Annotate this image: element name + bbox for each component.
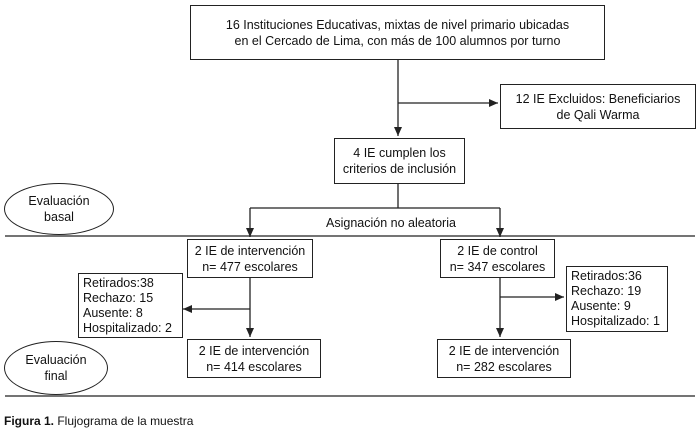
- box-excluded-line-1: 12 IE Excluidos: Beneficiarios: [515, 91, 681, 106]
- figure-caption-text: Flujograma de la muestra: [54, 414, 194, 428]
- losses-right-retirados: Retirados:36: [571, 269, 642, 283]
- control-end-line-2: n= 282 escolares: [456, 359, 552, 374]
- intervention-start-line-1: 2 IE de intervención: [194, 243, 306, 258]
- control-end-line-1: 2 IE de intervención: [448, 343, 560, 358]
- ellipse-evaluacion-basal: [4, 183, 114, 235]
- intervention-start-line-2: n= 477 escolares: [202, 259, 298, 274]
- box-excluded: [500, 84, 696, 129]
- figure-caption-prefix: Figura 1.: [4, 414, 55, 428]
- losses-right-rechazo: Rechazo: 19: [571, 284, 642, 298]
- box-control-end: [437, 339, 571, 378]
- box-control-start: [440, 239, 555, 278]
- box-criteria-line-2: criterios de inclusión: [342, 162, 457, 176]
- eval-final-line-1: Evaluación: [25, 353, 87, 367]
- figure-caption: [4, 414, 193, 428]
- eval-basal-line-2: basal: [44, 210, 74, 224]
- intervention-end-line-2: n= 414 escolares: [206, 359, 302, 374]
- box-losses-control: [566, 266, 668, 332]
- losses-left-rechazo: Rechazo: 15: [83, 291, 154, 305]
- intervention-end-line-1: 2 IE de intervención: [198, 343, 310, 358]
- losses-left-hospitalizado: Hospitalizado: 2: [83, 321, 172, 335]
- label-asignacion: Asignación no aleatoria: [326, 216, 456, 230]
- box-total-line-1: 16 Instituciones Educativas, mixtas de nivel primario ubicadas: [225, 17, 570, 32]
- box-intervention-end: [187, 339, 321, 378]
- control-start-line-1: 2 IE de control: [457, 243, 538, 258]
- box-total-institutions: [190, 5, 605, 60]
- box-intervention-start: [187, 239, 313, 278]
- eval-basal-line-1: Evaluación: [28, 194, 90, 208]
- losses-right-hospitalizado: Hospitalizado: 1: [571, 314, 660, 328]
- control-start-line-2: n= 347 escolares: [449, 259, 546, 274]
- losses-right-ausente: Ausente: 9: [571, 299, 631, 313]
- box-total-line-2: en el Cercado de Lima, con más de 100 alumnos por turno: [234, 33, 561, 48]
- eval-final-line-2: final: [44, 369, 68, 383]
- ellipse-evaluacion-final: [4, 341, 108, 395]
- losses-left-ausente: Ausente: 8: [83, 306, 143, 320]
- losses-left-retirados: Retirados:38: [83, 276, 154, 290]
- box-losses-intervention: [78, 273, 183, 338]
- box-inclusion-criteria: [334, 138, 465, 184]
- box-criteria-line-1: 4 IE cumplen los: [353, 146, 446, 160]
- box-excluded-line-2: de Qali Warma: [556, 107, 640, 122]
